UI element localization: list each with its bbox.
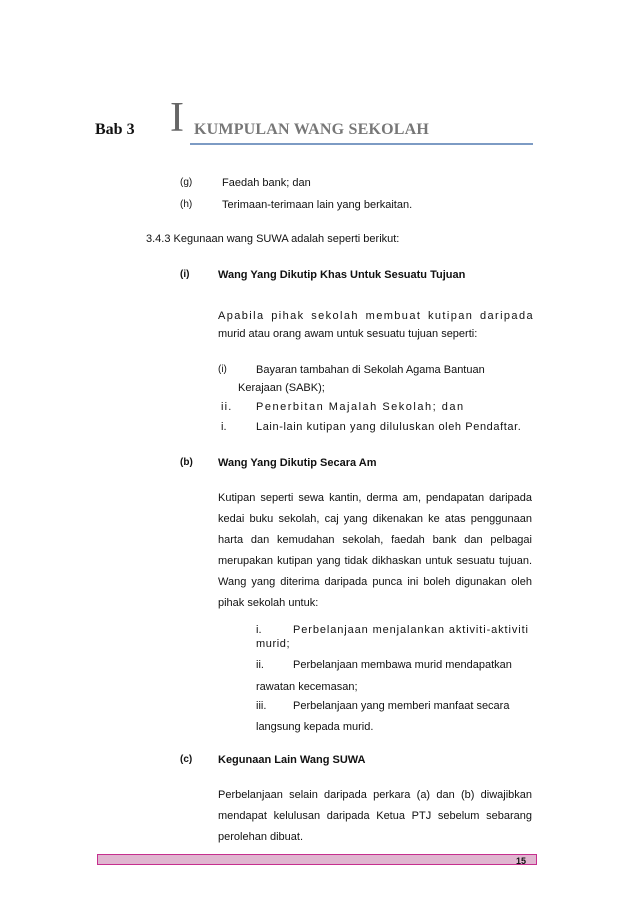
subsection-a-para-line2: murid atau orang awam untuk sesuatu tujuan seperti: [218,328,478,340]
b-item-1-marker: i. [256,624,262,636]
subsection-b-marker: (b) [180,457,193,468]
b-item-1-line2: murid; [256,638,291,650]
subsection-c-marker: (c) [180,754,193,765]
header-rule [190,143,533,145]
a-item-3-marker: i. [221,421,227,433]
page-number: 15 [516,856,527,866]
footer-bar [97,854,537,865]
b-item-1-line1: Perbelanjaan menjalankan aktiviti-aktiviti [293,624,529,636]
subsection-a-para-line1: Apabila pihak sekolah membuat kutipan daripada [218,310,534,322]
a-item-2-marker: ii. [221,401,233,413]
subsection-c-heading: Kegunaan Lain Wang SUWA [218,754,366,766]
subsection-b-paragraph: Kutipan seperti sewa kantin, derma am, pendapatan daripada kedai buku sekolah, caj yang dikenakan ke atas penggunaan harta dan kemudahan sekolah, faedah bank dan pelbagai merupakan kutipan yang tidak dikhaskan untuk sesuatu tujuan. Wang yang diterima daripada punca ini boleh digunakan oleh pihak sekolah untuk: [218,492,532,609]
chapter-title: KUMPULAN WANG SEKOLAH [194,121,430,138]
item-g-text: Faedah bank; dan [222,177,311,189]
b-item-2-line2: rawatan kecemasan; [256,681,358,693]
item-g-marker: (g) [180,177,193,188]
b-item-3-line2: langsung kepada murid. [256,721,374,733]
a-item-1-marker: (i) [218,364,227,375]
b-item-2-marker: ii. [256,659,264,671]
a-item-1-line1: Bayaran tambahan di Sekolah Agama Bantuan [256,364,485,376]
a-item-2-text: Penerbitan Majalah Sekolah; dan [256,401,465,413]
subsection-a-heading: Wang Yang Dikutip Khas Untuk Sesuatu Tujuan [218,269,466,281]
subsection-b-heading: Wang Yang Dikutip Secara Am [218,457,377,469]
b-item-3-line1: Perbelanjaan yang memberi manfaat secara [293,700,510,712]
chapter-roman: I [170,95,184,141]
item-h-marker: (h) [180,199,193,210]
item-h-text: Terimaan-terimaan lain yang berkaitan. [222,199,413,211]
b-item-3-marker: iii. [256,700,267,712]
chapter-label: Bab 3 [95,121,135,138]
a-item-3-text: Lain-lain kutipan yang diluluskan oleh Pendaftar. [256,421,522,433]
a-item-1-line2: Kerajaan (SABK); [238,382,325,394]
section-intro: 3.4.3 Kegunaan wang SUWA adalah seperti berikut: [146,233,400,245]
b-item-2-line1: Perbelanjaan membawa murid mendapatkan [293,659,512,671]
subsection-c-paragraph: Perbelanjaan selain daripada perkara (a) dan (b) diwajibkan mendapat kelulusan daripada Ketua PTJ sebelum sebarang perolehan dibuat. [218,789,532,843]
subsection-a-marker: (i) [180,269,190,280]
